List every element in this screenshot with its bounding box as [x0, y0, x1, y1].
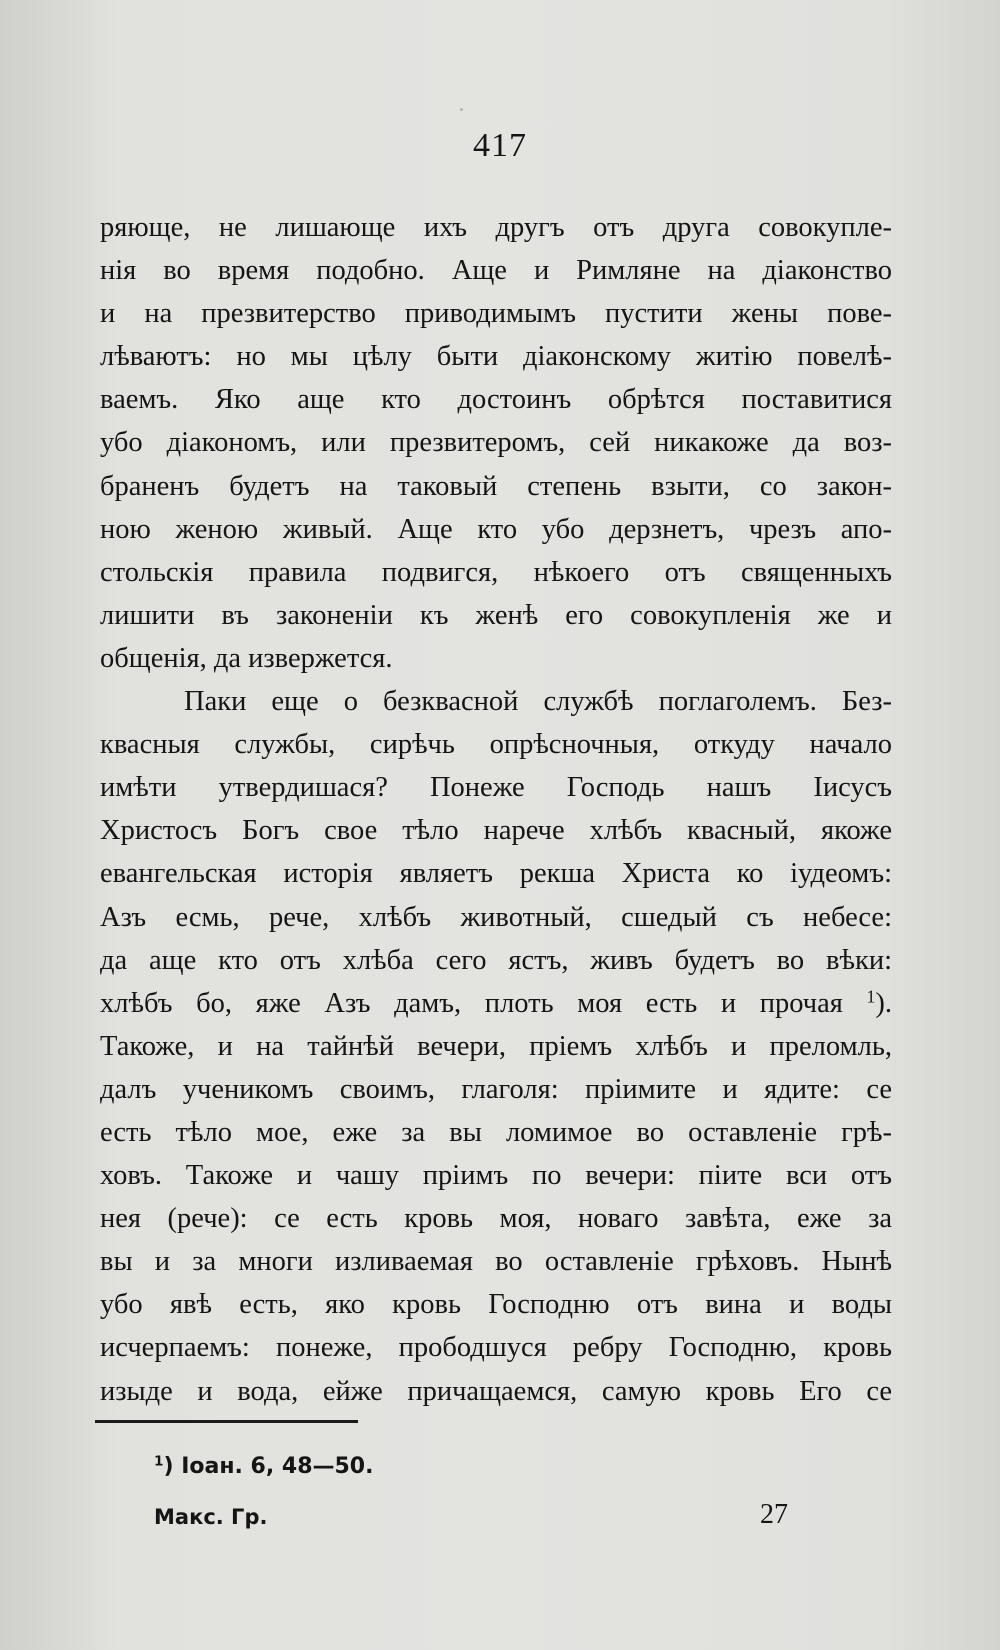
text-line: квасныя службы, сирѣчь опрѣсночныя, откуду начало — [100, 729, 892, 761]
text-line-main: хлѣбъ бо, яже Азъ дамъ, плоть моя есть и прочая — [100, 987, 843, 1019]
paper-speck — [460, 108, 463, 111]
text-line: ряюще, не лишающе ихъ другъ отъ друга совокупле- — [100, 212, 892, 243]
text-line: есть тѣло мое, еже за вы ломимое во оставленіе грѣ- — [100, 1116, 892, 1148]
text-line: лишити въ законеніи къ женѣ его совокупленія же и — [100, 599, 892, 631]
text-line: Азъ есмь, рече, хлѣбъ животный, сшедый съ небесе: — [100, 901, 892, 933]
text-line-with-footnote — [100, 982, 892, 1025]
text-line: общенія, да извержется. — [100, 642, 393, 674]
text-line: да аще кто отъ хлѣба сего ястъ, живъ будетъ во вѣки: — [100, 944, 892, 976]
text-line: браненъ будетъ на таковый степень взыти, со закон- — [100, 470, 892, 502]
text-line: изыде и вода, ейже причащаемся, самую кровь Его се — [100, 1375, 892, 1407]
page-number: 417 — [473, 127, 527, 164]
signature-number: 27 — [760, 1499, 788, 1530]
text-line: убо діакономъ, или презвитеромъ, сей никакоже да воз- — [100, 427, 892, 459]
text-line: вы и за многи изливаемая во оставленіе грѣховъ. Нынѣ — [100, 1246, 892, 1278]
main-text — [100, 206, 892, 1413]
text-line: ваемъ. Яко аще кто достоинъ обрѣтся поставитися — [100, 384, 892, 416]
text-line: имѣти утвердишася? Понеже Господь нашъ Іисусъ — [100, 772, 892, 804]
paragraph-first-line: Паки еще о безквасной службѣ поглаголемъ. Без- — [184, 686, 892, 718]
text-line: далъ ученикомъ своимъ, глаголя: пріимите и ядите: се — [100, 1073, 892, 1105]
text-line: исчерпаемъ: понеже, прободшуся ребру Господню, кровь — [100, 1332, 892, 1364]
text-line: ною женою живый. Аще кто убо дерзнетъ, чрезъ апо- — [100, 513, 892, 545]
text-line: и на презвитерство приводимымъ пустити жены пове- — [100, 298, 892, 330]
text-line: Христосъ Богъ свое тѣло нарече хлѣбъ квасный, якоже — [100, 815, 892, 847]
footnote-text: ) Іоан. 6, 48—50. — [163, 1454, 374, 1479]
footnote-divider — [95, 1420, 358, 1423]
text-line: убо явѣ есть, яко кровь Господню отъ вина и воды — [100, 1289, 892, 1321]
footnote — [154, 1452, 373, 1482]
text-line: ховъ. Такоже и чашу пріимъ по вечери: піите вси отъ — [100, 1160, 892, 1192]
text-line: лѣваютъ: но мы цѣлу быти діаконскому житію повелѣ- — [100, 341, 892, 373]
signature-mark: Макс. Гр. — [154, 1505, 268, 1529]
footnote-marker: 1 — [154, 1453, 164, 1470]
text-line: Такоже, и на тайнѣй вечери, пріемъ хлѣбъ и преломль, — [100, 1030, 892, 1062]
footnote-reference: 1 — [866, 985, 876, 1006]
text-line: стольскія правила подвигся, нѣкоего отъ священныхъ — [100, 556, 892, 588]
footnote-reference-suffix: ). — [875, 987, 892, 1019]
text-line: нея (рече): се есть кровь моя, новаго завѣта, еже за — [100, 1203, 892, 1235]
text-line: евангельская исторія являетъ рекша Христа ко іудеомъ: — [100, 858, 892, 890]
text-line: нія во время подобно. Аще и Римляне на діаконство — [100, 255, 892, 287]
